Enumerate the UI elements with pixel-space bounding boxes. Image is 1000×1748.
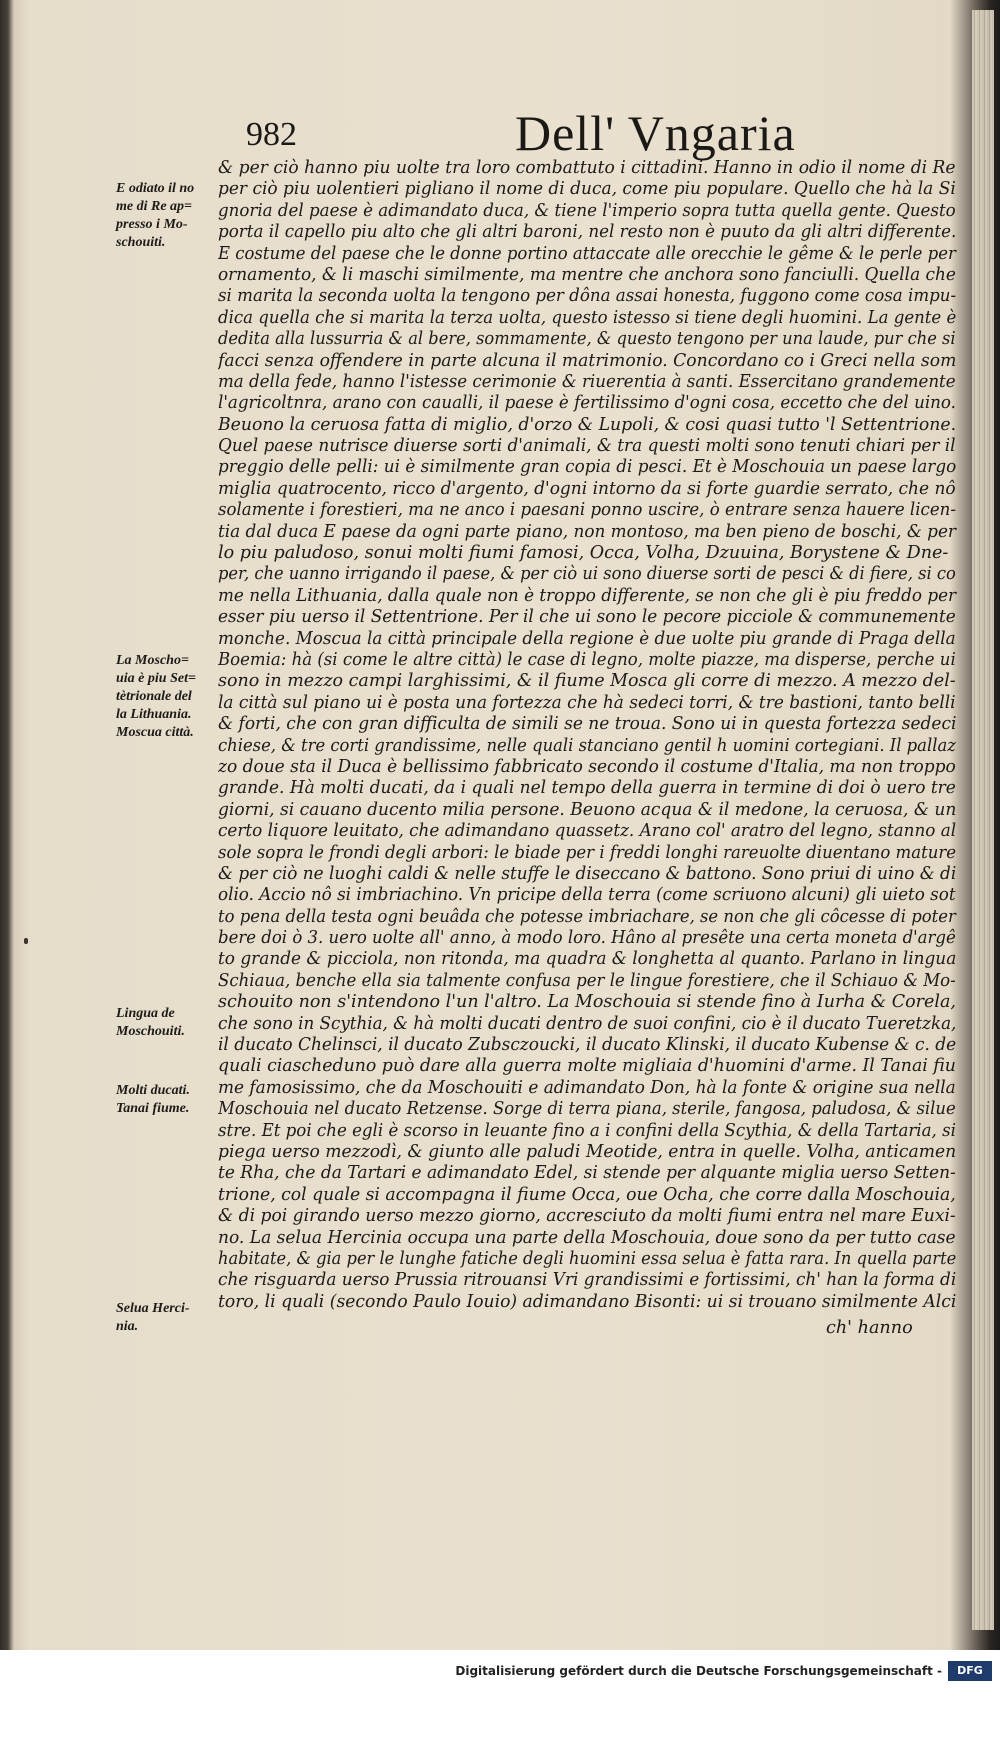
text-line: Boemia: hà (si come le altre città) le case di legno, molte piazze, ma disperse, perche ui [218, 649, 956, 670]
margin-note-line: Tanai fiume. [116, 1101, 190, 1116]
text-line: preggio delle pelli: ui è similmente gran copia di pesci. Et è Moschouia un paese largo [218, 457, 957, 478]
text-line: sole sopra le frondi degli arbori: le biade per i freddi longhi rareuolte diuentano mature [218, 842, 957, 863]
text-line: l'agricoltnra, arano con caualli, il paese è fertilissimo d'ogni cosa, eccetto che del uino. [218, 393, 956, 414]
running-title: Dell' Vngaria [515, 105, 796, 161]
text-line: quali ciascheduno può dare alla guerra molte migliaia d'huomini d'arme. Il Tanai fiu [218, 1056, 956, 1077]
margin-note-line: tètrionale del [116, 689, 192, 704]
text-line: me famosissimo, che da Moschouiti e adimandato Don, hà la fonte & origine sua nella [218, 1077, 956, 1098]
text-line: esser piu uerso il Settentrione. Per il che ui sono le pecore picciole & communemente [218, 607, 956, 628]
margin-note-line: uia è piu Set= [116, 671, 196, 686]
margin-note-line: E odiato il no [116, 181, 195, 196]
text-line: stre. Et poi che egli è scorso in leuante fino a i confini della Scythia, & della Tartaria, si [218, 1120, 956, 1141]
text-line: schouito non s'intendono l'un l'altro. La Moschouia si stende fino à Iurha & Corela, [218, 992, 956, 1013]
text-line: per ciò piu uolentieri pigliano il nome di duca, come piu populare. Quello che hà la Si [218, 179, 956, 200]
text-line: miglia quatrocento, ricco d'argento, d'ogni intorno da si forte guardie serrato, che nô [218, 478, 956, 499]
text-line: la città sul piano ui è posta una fortezza che hà sedeci torri, & tre bastioni, tanto belli [218, 692, 956, 713]
text-line: to grande & picciola, non ritonda, ma quadra & longhetta al quanto. Parlano in lingua [218, 949, 957, 970]
margin-note-4 [116, 1082, 226, 1118]
page-edges [972, 10, 994, 1630]
text-line: Beuono la ceruosa fatta di miglio, d'orzo & Lupoli, & cosi quasi tutto 'l Settentrione. [218, 414, 957, 435]
text-line: dica quella che si marita la terza uolta, questo istesso si tiene degli huomini. La gente è [218, 307, 957, 328]
text-line: per, che uanno irrigando il paese, & per ciò ui sono diuerse sorti de pesci & di fiere, si co [218, 564, 956, 585]
text-line: giorni, si cauano ducento milia persone. Beuono acqua & il medone, la ceruosa, & un [218, 799, 957, 820]
ink-speck [24, 938, 28, 944]
margin-note-3 [116, 1005, 226, 1041]
text-line: me nella Lithuania, dalla quale non è troppo differente, se non che gli è piu freddo per [218, 585, 957, 606]
margin-note-line: Moscua città. [116, 725, 194, 740]
text-line: & per ciò ne luoghi caldi & nelle stuffe le diseccano & battono. Sono priui di uino & di [218, 863, 957, 884]
text-line: & per ciò hanno piu uolte tra loro combattuto i cittadini. Hanno in odio il nome di Re [218, 158, 956, 178]
text-line: monche. Moscua la città principale della regione è due uolte piu grande di Praga della [218, 628, 956, 649]
text-line: facci senza offendere in parte alcuna il matrimonio. Concordano co i Greci nella som [218, 350, 957, 371]
body-text [218, 158, 958, 1748]
margin-note-line: Selua Herci- [116, 1301, 190, 1316]
dfg-logo: DFG [948, 1661, 992, 1681]
text-line: il ducato Chelinsci, il ducato Zubsczoucki, il ducato Klinski, il ducato Kubense & c. de [218, 1035, 957, 1056]
text-line: to pena della testa ogni beuâda che potesse imbriachare, se non che gli côcesse di poter [218, 906, 956, 927]
text-line: sono in mezzo campi larghissimi, & il fiume Mosca gli corre di mezzo. A mezzo del- [218, 671, 956, 692]
margin-note-line: la Lithuania. [116, 707, 192, 722]
text-line: che risguarda uerso Prussia ritrouansi Vri grandissimi e fortissimi, ch' han la forma di [218, 1270, 957, 1291]
text-line: lo piu paludoso, sonui molti fiumi famosi, Occa, Volha, Dzuuina, Borystene & Dne- [218, 543, 949, 564]
text-line: & di poi girando uerso mezzo giorno, accresciuto da molti fiumi entra nel mare Euxi- [218, 1206, 956, 1227]
text-line: Schiaua, benche ella sia talmente confusa per le lingue forestiere, che il Schiauo & Mo- [218, 970, 956, 991]
text-line: che sono in Scythia, & hà molti ducati dentro de suoi confini, cio è il ducato Tueretzka, [218, 1013, 957, 1034]
margin-note-line: Lingua de [116, 1006, 175, 1021]
text-line: gnoria del paese è adimandato duca, & tiene l'imperio sopra tutta quella gente. Questo [218, 200, 956, 221]
page-number: 982 [246, 116, 297, 153]
text-line: trione, col quale si accompagna il fiume Occa, oue Ocha, che corre dalla Moschouia, [218, 1184, 956, 1205]
text-line: grande. Hà molti ducati, da i quali nel tempo della guerra in termine di doi ò uero tre [218, 778, 956, 799]
text-line: toro, li quali (secondo Paulo Iouio) adimandano Bisonti: ui si trouano similmente Alci [218, 1291, 957, 1312]
text-line: zo doue sta il Duca è bellissimo fabbricato secondo il costume d'Italia, ma non troppo [218, 756, 956, 777]
footer-credit: Digitalisierung gefördert durch die Deutsche Forschungsgemeinschaft - [455, 1664, 942, 1678]
text-line: piega uerso mezzodì, & giunto alle paludi Meotide, entra in quelle. Volha, anticamen [218, 1141, 957, 1162]
margin-note-2 [116, 652, 226, 742]
margin-note-line: schouiti. [116, 235, 166, 250]
margin-note-line: presso i Mo- [116, 217, 188, 232]
text-line: chiese, & tre corti grandissime, nelle quali stanciano gentil h uomini cortegiani. Il pallaz [218, 735, 956, 756]
margin-note-1 [116, 180, 226, 252]
text-line: porta il capello piu alto che gli altri baroni, nel resto non è puuto da gli altri differente. [218, 222, 957, 243]
text-line: Quel paese nutrisce diuerse sorti d'animali, & tra questi molti sono tenuti chiari per il [218, 436, 956, 457]
margin-note-5 [116, 1300, 226, 1336]
digitization-footer [0, 1650, 1000, 1696]
text-line: habitate, & gia per le lunghe fatiche degli huomini essa selua è fatta rara. In quella parte [218, 1248, 957, 1269]
page-header [240, 100, 940, 160]
text-line: solamente i forestieri, ma ne anco i paesani ponno uscire, ò entrare senza hauere licen- [218, 500, 956, 521]
text-line: ma della fede, hanno l'istesse cerimonie & riuerentia à santi. Essercitano grandemente [218, 371, 956, 392]
catchword: ch' hanno [826, 1317, 913, 1338]
margin-note-line: Moschouiti. [116, 1024, 185, 1039]
text-line: Moschouia nel ducato Retzense. Sorge di terra piana, sterile, fangosa, paludosa, & silue [218, 1099, 956, 1120]
text-line: si marita la seconda uolta la tengono per dôna assai honesta, fuggono come cosa impu- [218, 286, 957, 307]
text-line: tia dal duca E paese da ogni parte piano, non montoso, ma ben pieno de boschi, & per [218, 521, 956, 542]
text-line: certo liquore leuitato, che adimandano quassetz. Arano col' aratro del legno, stanno al [218, 821, 957, 842]
text-line: dedita alla lussurria & al bere, sommamente, & questo tengono per una laude, pur che si [218, 329, 956, 350]
margin-note-line: Molti ducati. [116, 1083, 190, 1098]
text-line: te Rha, che da Tartari e adimandato Edel, si stende per alquante miglia uerso Setten- [218, 1163, 956, 1184]
text-line: no. La selua Hercinia occupa una parte della Moschouia, doue sono da per tutto case [218, 1227, 956, 1248]
margin-note-line: nia. [116, 1319, 139, 1334]
margin-note-line: La Moscho= [116, 653, 189, 668]
text-line: & forti, che con gran difficulta de simili se ne troua. Sono ui in questa fortezza sedeci [218, 714, 957, 735]
text-line: bere doi ò 3. uero uolte all' anno, à modo loro. Hâno al presête una certa moneta d'argê [218, 928, 956, 949]
margin-note-line: me di Re ap= [116, 199, 193, 214]
text-line: E costume del paese che le donne portino attaccate alle orecchie le gême & le perle per [218, 243, 956, 264]
text-line: olio. Accio nô si imbriachino. Vn pricipe della terra (come scriuono alcuni) gli uieto sot [218, 885, 956, 906]
text-line: ornamento, & li maschi similmente, ma mentre che anchora sono fanciulli. Quella che [218, 264, 956, 285]
